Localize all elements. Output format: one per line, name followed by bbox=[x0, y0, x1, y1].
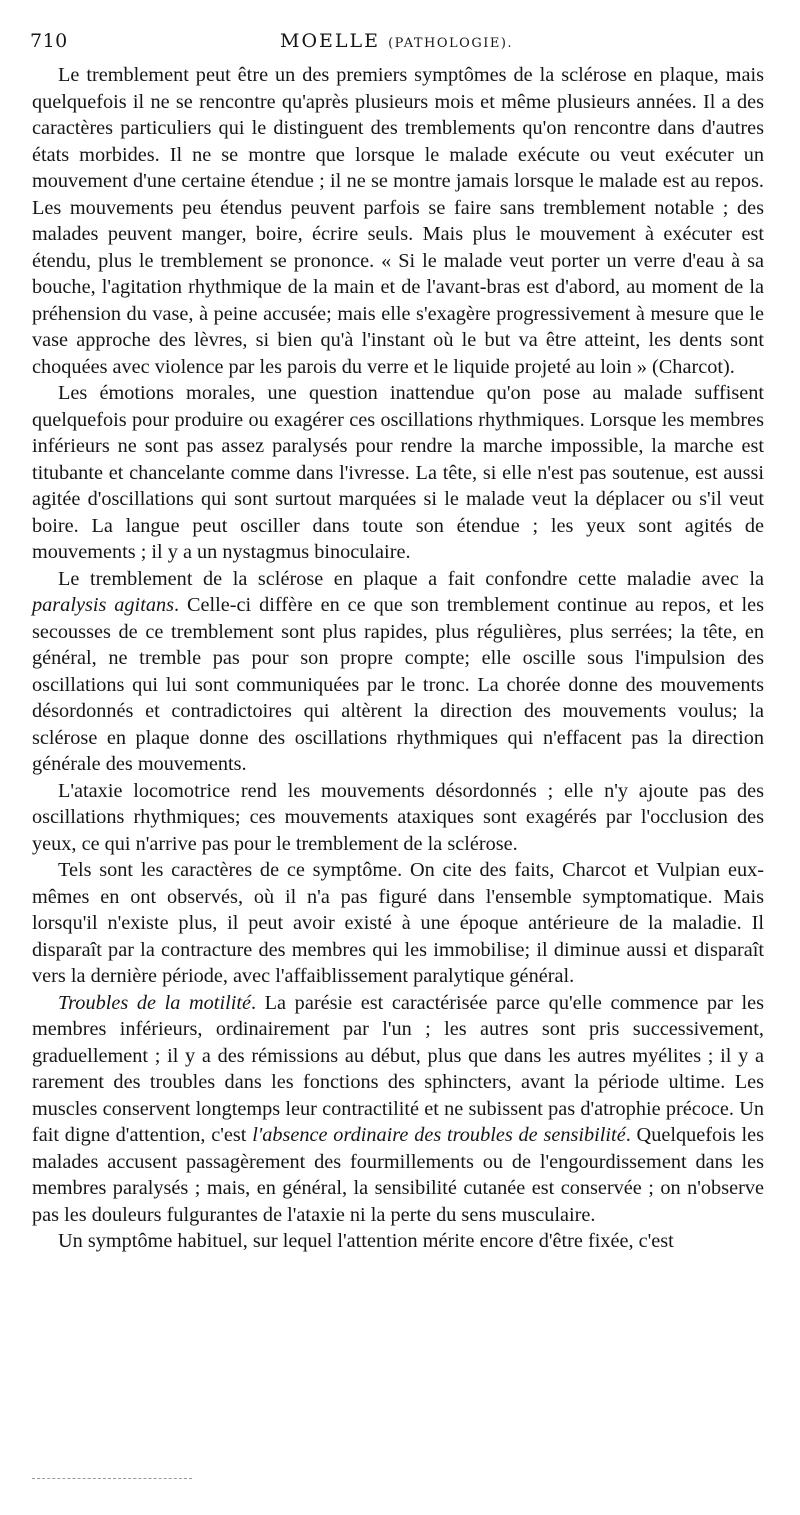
italic-text: l'absence ordinaire des troubles de sensibilité bbox=[252, 1124, 626, 1146]
running-head bbox=[280, 30, 513, 52]
paragraph-text: Un symptôme habituel, sur lequel l'attention mérite encore d'être fixée, c'est bbox=[58, 1230, 674, 1252]
paragraph bbox=[32, 62, 764, 380]
paragraph-text: Tels sont les caractères de ce symptôme. On cite des faits, Charcot et Vulpian eux-mêmes en ont observés, où il n'a pas figuré dans l'ensemble symptomatique. Mais lorsqu'il n'existe plus, il peut avoir existé à une époque antérieure de la maladie. Il disparaît par la contracture des membres qui les immobilise; il diminue aussi et disparaît vers la dernière période, avec l'affaiblissement paralytique général. bbox=[32, 859, 764, 987]
running-head-subtitle: (PATHOLOGIE). bbox=[388, 36, 514, 51]
paragraph-text: L'ataxie locomotrice rend les mouvements désordonnés ; elle n'y ajoute pas des oscillations rhythmiques; ces mouvements ataxiques sont exagérés par l'occlusion des yeux, ce qui n'arrive pas pour le tremblement de la sclérose. bbox=[32, 779, 764, 855]
paragraph-text: Le tremblement de la sclérose en plaque a fait confondre cette maladie avec la bbox=[58, 567, 764, 590]
footer-rule bbox=[32, 1478, 192, 1479]
body-text bbox=[32, 62, 764, 1255]
paragraph bbox=[32, 857, 764, 990]
running-head-title: MOELLE bbox=[280, 30, 381, 52]
paragraph-text: . Quelquefois les malades accusent passagèrement des fourmillements ou de l'engourdissement dans les membres paralysés ; mais, en général, la sensibilité cutanée est conservée ; on n'observe pas les douleurs fulgurantes de l'ataxie ni la perte du sens musculaire. bbox=[32, 1124, 764, 1226]
paragraph bbox=[32, 778, 764, 858]
paragraph bbox=[32, 1228, 764, 1255]
italic-text: paralysis agitans bbox=[32, 594, 174, 616]
page-header bbox=[30, 30, 770, 60]
paragraph bbox=[32, 566, 764, 778]
paragraph bbox=[32, 380, 764, 566]
paragraph-text: Les émotions morales, une question inattendue qu'on pose au malade suffisent quelquefois pour produire ou exagérer ces oscillations rhythmiques. Lorsque les membres inférieurs ne sont pas assez paralysés pour rendre la marche impossible, la marche est titubante et chancelante comme dans l'ivresse. La tête, si elle n'est pas soutenue, est aussi agitée d'oscillations qui sont surtout marquées si le malade veut la déplacer ou s'il veut boire. La langue peut osciller dans toute son étendue ; les yeux sont agités de mouvements ; il y a un nystagmus binoculaire. bbox=[32, 382, 764, 563]
italic-text: Troubles de la motilité bbox=[58, 991, 251, 1014]
page-number: 710 bbox=[30, 30, 68, 52]
paragraph bbox=[32, 990, 764, 1229]
paragraph-text: Le tremblement peut être un des premiers symptômes de la sclérose en plaque, mais quelquefois il ne se rencontre qu'après plusieurs mois et même plusieurs années. Il a des caractères particuliers qui le distinguent des tremblements qu'on rencontre dans d'autres états morbides. Il ne se montre que lorsque le malade exécute ou veut exécuter un mouvement d'une certaine étendue ; il ne se montre jamais lorsque le malade est au repos. Les mouvements peu étendus peuvent parfois se faire sans tremblement notable ; des malades peuvent manger, boire, écrire seuls. Mais plus le mouvement à exécuter est étendu, plus le tremblement se prononce. « Si le malade veut porter un verre d'eau à sa bouche, l'agitation rhythmique de la main et de l'avant-bras est d'abord, au moment de la préhension du vase, à peine accusée; mais elle s'exagère progressivement à mesure que le vase approche des lèvres, si bien qu'à l'instant où le but va être atteint, les dents sont choquées avec violence par les parois du verre et le liquide projeté au loin » (Charcot). bbox=[32, 64, 764, 378]
paragraph-text: . Celle-ci diffère en ce que son tremblement continue au repos, et les secousses de ce tremblement sont plus rapides, plus régulières, plus serrées; la tête, en général, ne tremble pas pour son propre compte; elle oscille sous l'impulsion des oscillations qui lui sont communiquées par le tronc. La chorée donne des mouvements désordonnés et contradictoires qui altèrent la direction des mouvements voulus; la sclérose en plaque donne des oscillations rhythmiques qui n'effacent pas la direction générale des mouvements. bbox=[32, 594, 764, 775]
paragraph-text: . La parésie est caractérisée parce qu'elle commence par les membres inférieurs, ordinairement par l'un ; les autres sont pris successivement, graduellement ; il y a des rémissions au début, plus que dans les autres myélites ; il y a rarement des troubles dans les fonctions des sphincters, avant la période ultime. Les muscles conservent longtemps leur contractilité et ne subissent pas d'atrophie précoce. Un fait digne d'attention, c'est bbox=[32, 991, 764, 1146]
